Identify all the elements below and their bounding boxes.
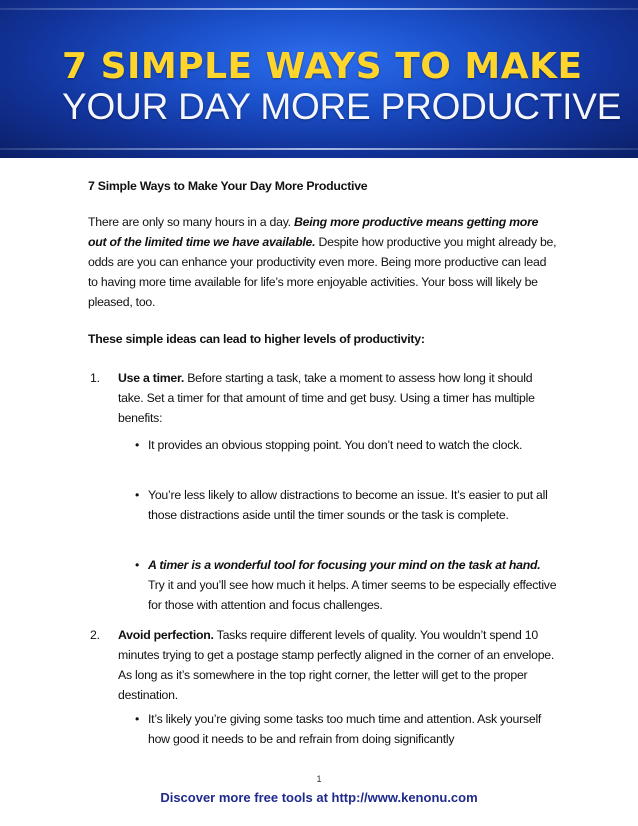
- bullet-text: It provides an obvious stopping point. You don’t need to watch the clock.: [148, 438, 523, 452]
- tip-text: Before starting a task, take a moment to assess how long it should take. Set a timer for that amount of time and get busy. Using a timer has multiple benefits:: [118, 371, 535, 425]
- bullet-dot: •: [135, 488, 140, 502]
- banner-top-stripe: [0, 8, 638, 10]
- bullet-dot: •: [135, 712, 140, 726]
- tip-item-1: [88, 368, 558, 615]
- intro-rest: Despite how productive you might already be, odds are you can enhance your productivity even more. Being more productive can lead to having more time available for life’s more enjoyable activities. Your boss will likely be pleased, too.: [88, 235, 557, 309]
- bullet-dot: •: [135, 438, 140, 452]
- bullet-dot: •: [135, 558, 140, 572]
- bullet-text: Try it and you’ll see how much it helps. A timer seems to be especially effective for those with attention and focus challenges.: [148, 578, 557, 612]
- footer-promo-text: Discover more free tools at http://www.kenonu.com: [160, 790, 478, 805]
- bullet-item: [118, 709, 558, 749]
- page-number: 1: [316, 774, 322, 784]
- tip-title: Avoid perfection.: [118, 628, 214, 642]
- tip-title: Use a timer.: [118, 371, 185, 385]
- list-intro-heading: These simple ideas can lead to higher levels of productivity:: [88, 332, 425, 346]
- bullet-text: It’s likely you’re giving some tasks too much time and attention. Ask yourself how good it needs to be and refrain from doing significantly: [148, 712, 542, 746]
- document-heading: 7 Simple Ways to Make Your Day More Productive: [88, 179, 368, 193]
- title-banner: [0, 0, 638, 158]
- tip-item-2: [88, 625, 558, 749]
- banner-title-line2: YOUR DAY MORE PRODUCTIVE: [62, 86, 622, 127]
- tip-bullets: [118, 435, 558, 615]
- bullet-emphasis: A timer is a wonderful tool for focusing your mind on the task at hand.: [148, 558, 541, 572]
- bullet-text: You’re less likely to allow distractions to become an issue. It’s easier to put all those distractions aside until the timer sounds or the task is complete.: [148, 488, 548, 522]
- document-body: [88, 176, 558, 749]
- tip-text: Tasks require different levels of quality. You wouldn’t spend 10 minutes trying to get a postage stamp perfectly aligned in the corner of an envelope. As long as it’s somewhere in the top right corner, the letter will get to the proper destination.: [118, 628, 555, 702]
- intro-paragraph: [88, 212, 558, 312]
- tip-number: 1.: [90, 371, 100, 385]
- banner-bottom-stripe: [0, 148, 638, 150]
- intro-lead: There are only so many hours in a day.: [88, 215, 295, 229]
- intro-emphasis: Being more productive means getting more out of the limited time we have available.: [88, 215, 539, 249]
- bullet-item: [118, 555, 558, 615]
- bullet-item: [118, 435, 558, 455]
- tips-list: [88, 368, 558, 749]
- bullet-item: [118, 485, 558, 525]
- banner-title-line1: 7 SIMPLE WAYS TO MAKE: [62, 46, 583, 87]
- tip-number: 2.: [90, 628, 100, 642]
- tip-bullets: [118, 709, 558, 749]
